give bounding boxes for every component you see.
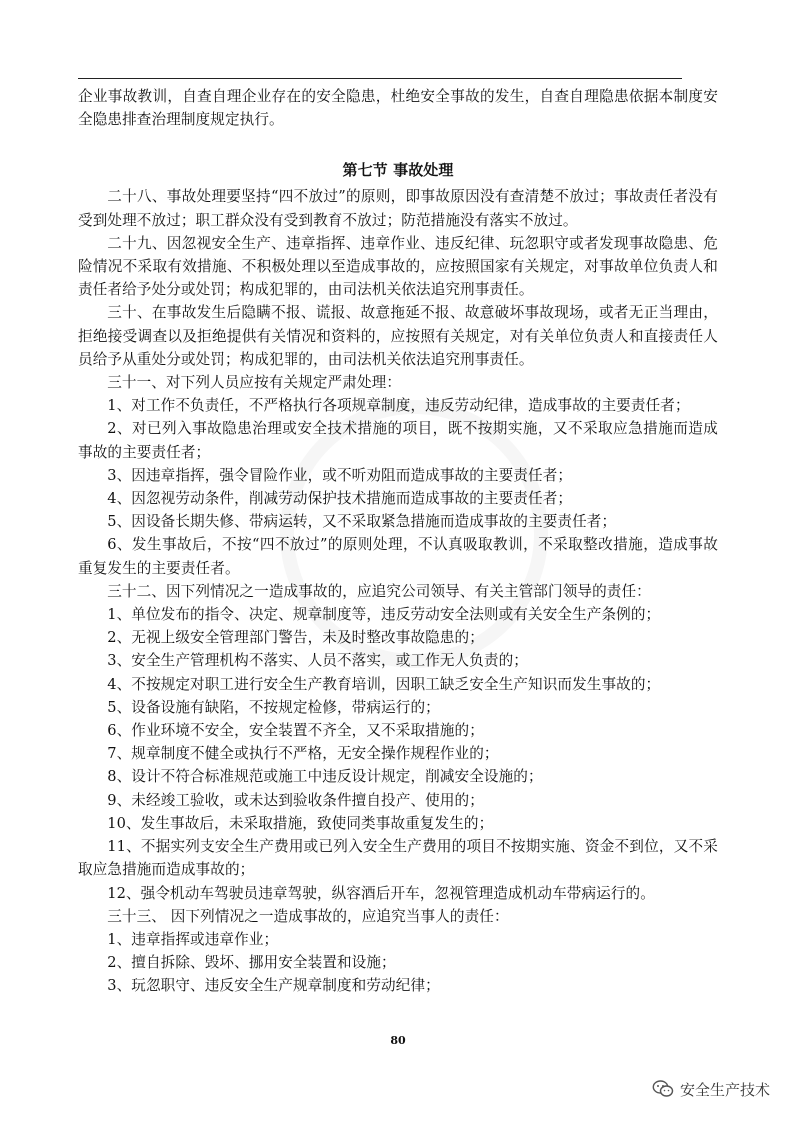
section-paragraphs (78, 185, 718, 997)
paragraph: 二十八、事故处理要坚持“四不放过”的原则，即事故原因没有查清楚不放过；事故责任者没有受到处理不放过；职工群众没有受到教育不放过；防范措施没有落实不放过。 (78, 188, 718, 229)
footer-brand (652, 1076, 770, 1102)
intro-paragraph: 企业事故教训，自查自理企业存在的安全隐患，杜绝安全事故的发生，自查自理隐患依据本制度安全隐患排查治理制度规定执行。 (78, 88, 718, 129)
paragraph: 6、发生事故后，不按“四不放过”的原则处理，不认真吸取教训，不采取整改措施，造成事故重复发生的主要责任者。 (78, 536, 718, 577)
paragraph: 12、强令机动车驾驶员违章驾驶，纵容酒后开车，忽视管理造成机动车带病运行的。 (107, 884, 655, 902)
paragraph: 1、对工作不负责任，不严格执行各项规章制度，违反劳动纪律，造成事故的主要责任者； (107, 397, 690, 415)
paragraph: 10、发生事故后，未采取措施，致使同类事故重复发生的； (107, 814, 494, 832)
paragraph: 8、设计不符合标准规范或施工中违反设计规定，削减安全设施的； (107, 768, 543, 786)
paragraph: 3、玩忽职守、违反安全生产规章制度和劳动纪律； (107, 977, 440, 995)
paragraph: 5、因设备长期失修、带病运转，又不采取紧急措施而造成事故的主要责任者； (107, 513, 617, 531)
paragraph: 3、安全生产管理机构不落实、人员不落实，或工作无人负责的； (107, 652, 528, 670)
page-number: 80 (390, 1034, 406, 1047)
paragraph: 11、不据实列支安全生产费用或已列入安全生产费用的项目不按期实施、资金不到位，又不采取应急措施而造成事故的； (78, 838, 718, 879)
paragraph: 4、不按规定对职工进行安全生产教育培训，因职工缺乏安全生产知识而发生事故的； (107, 675, 661, 693)
paragraph: 9、未经竣工验收，或未达到验收条件擅自投产、使用的； (107, 791, 484, 809)
wechat-icon (652, 1079, 674, 1099)
paragraph: 2、擅自拆除、毁坏、挪用安全装置和设施； (107, 954, 396, 972)
paragraph: 2、对已列入事故隐患治理或安全技术措施的项目，既不按期实施，又不采取应急措施而造成事故的主要责任者； (78, 420, 718, 461)
paragraph: 2、无视上级安全管理部门警告，未及时整改事故隐患的； (107, 629, 484, 647)
paragraph: 4、因忽视劳动条件，削减劳动保护技术措施而造成事故的主要责任者； (107, 490, 573, 508)
paragraph: 1、违章指挥或违章作业； (107, 930, 279, 948)
paragraph: 5、设备设施有缺陷，不按规定检修，带病运行的； (107, 698, 440, 716)
paragraph: 三十二、因下列情况之一造成事故的，应追究公司领导、有关主管部门领导的责任： (107, 582, 651, 600)
footer-brand-text: 安全生产技术 (679, 1080, 770, 1099)
paragraph: 3、因违章指挥，强令冒险作业，或不听劝阻而造成事故的主要责任者； (107, 466, 573, 484)
paragraph: 6、作业环境不安全，安全装置不齐全，又不采取措施的； (107, 722, 484, 740)
paragraph: 三十、在事故发生后隐瞒不报、谎报、故意拖延不报、故意破坏事故现场，或者无正当理由，拒绝接受调查以及拒绝提供有关情况和资料的，应按照有关规定，对有关单位负责人和直接责任人员给予从重处分或处罚；构成犯罪的，由司法机关依法追究刑事责任。 (78, 304, 718, 368)
paragraph: 1、单位发布的指令、决定、规章制度等，违反劳动安全法则或有关安全生产条例的； (107, 606, 661, 624)
paragraph: 7、规章制度不健全或执行不严格，无安全操作规程作业的； (107, 745, 499, 763)
top-rule (78, 78, 682, 79)
paragraph: 三十三、 因下列情况之一造成事故的，应追究当事人的责任： (107, 907, 509, 925)
document-body (78, 85, 718, 998)
paragraph: 二十九、因忽视安全生产、违章指挥、违章作业、违反纪律、玩忽职守或者发现事故隐患、危险情况不采取有效措施、不积极处理以至造成事故的，应按照国家有关规定，对事故单位负责人和责任者给予处分或处罚；构成犯罪的，由司法机关依法追究刑事责任。 (78, 234, 718, 299)
section-title: 第七节 事故处理 (342, 161, 454, 180)
paragraph: 三十一、对下列人员应按有关规定严肃处理： (107, 374, 402, 392)
